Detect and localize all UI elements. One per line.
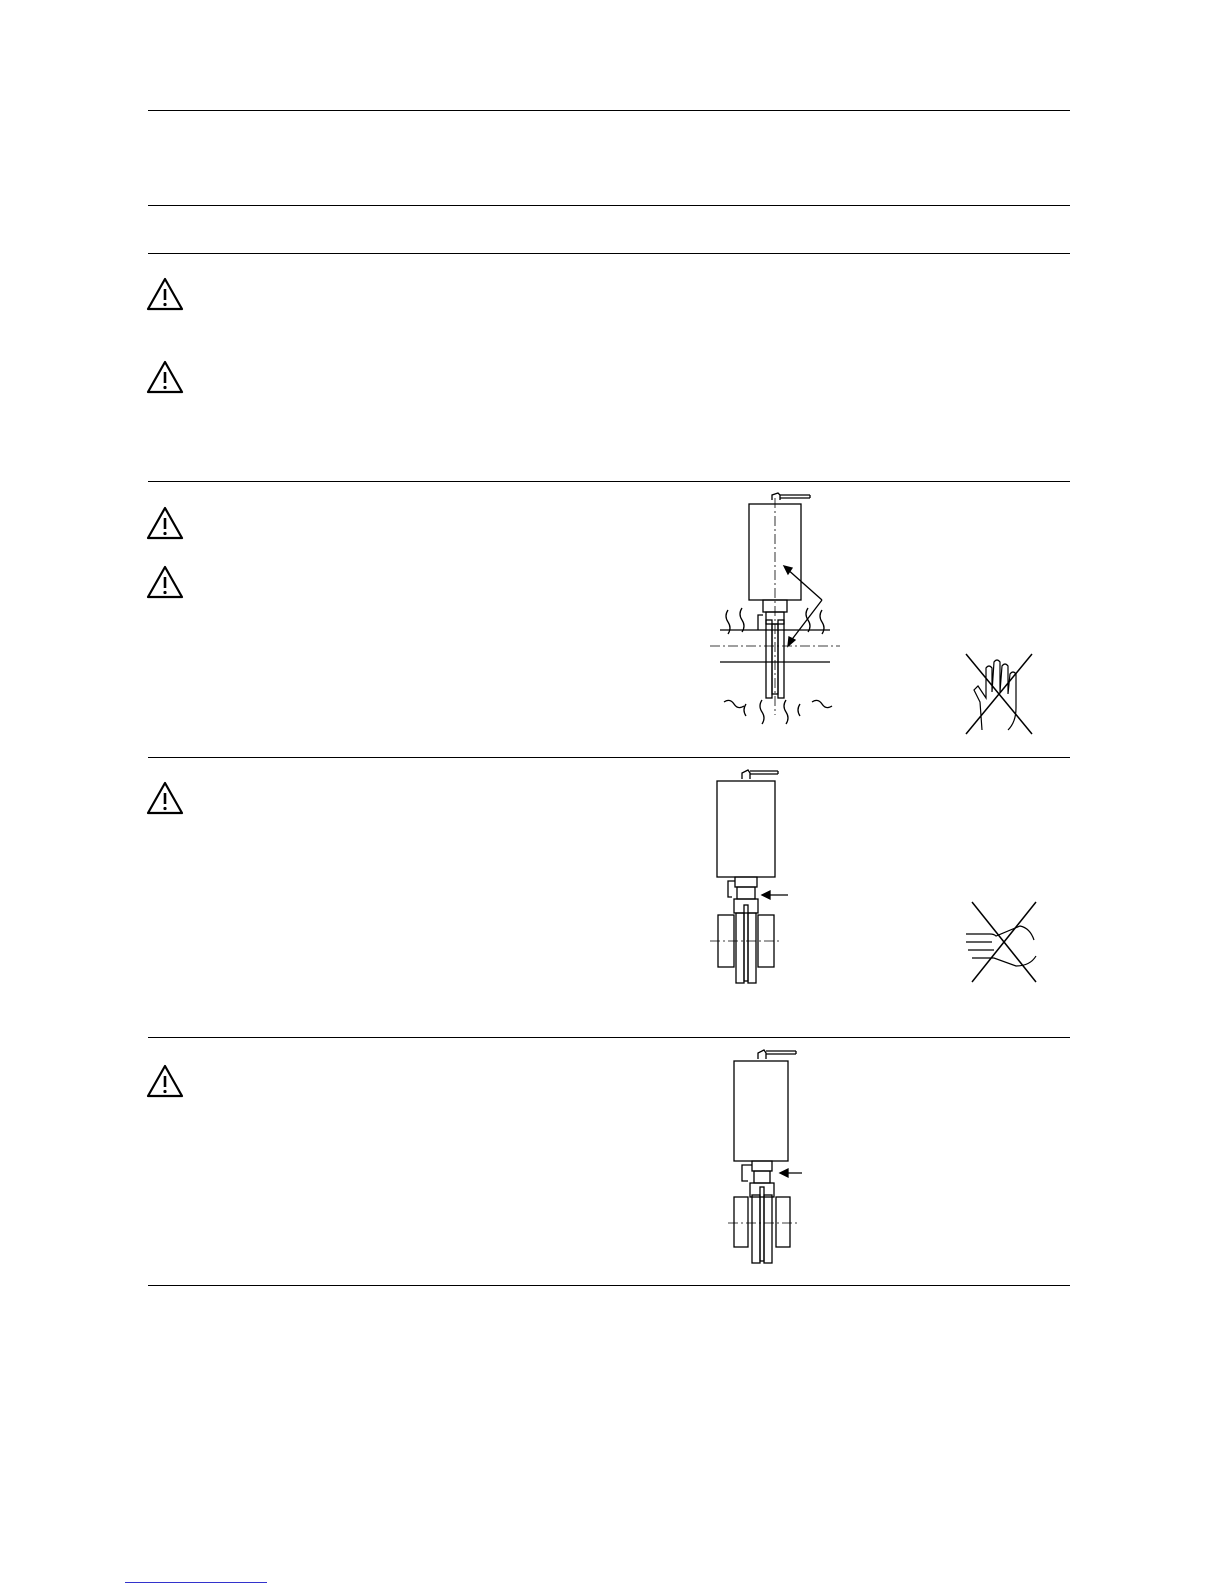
warning-triangle-icon bbox=[146, 565, 184, 599]
no-insert-hand-icon bbox=[960, 900, 1042, 984]
valve-actuator-joint-illustration bbox=[700, 765, 810, 990]
footer-link-underline[interactable] bbox=[125, 1582, 267, 1583]
divider-bottom bbox=[148, 1285, 1070, 1286]
warning-triangle-icon bbox=[146, 277, 184, 311]
valve-actuator-joint-illustration bbox=[720, 1045, 820, 1270]
divider-section-2 bbox=[148, 481, 1070, 482]
warning-triangle-icon bbox=[146, 506, 184, 540]
no-touch-hand-icon bbox=[962, 652, 1036, 736]
valve-hot-surface-illustration bbox=[700, 490, 850, 730]
divider-section-3 bbox=[148, 757, 1070, 758]
divider-subheader-bottom bbox=[148, 253, 1070, 254]
divider-top bbox=[148, 110, 1070, 111]
warning-triangle-icon bbox=[146, 781, 184, 815]
divider-header-bottom bbox=[148, 205, 1070, 206]
warning-triangle-icon bbox=[146, 1064, 184, 1098]
warning-triangle-icon bbox=[146, 360, 184, 394]
divider-section-4 bbox=[148, 1037, 1070, 1038]
